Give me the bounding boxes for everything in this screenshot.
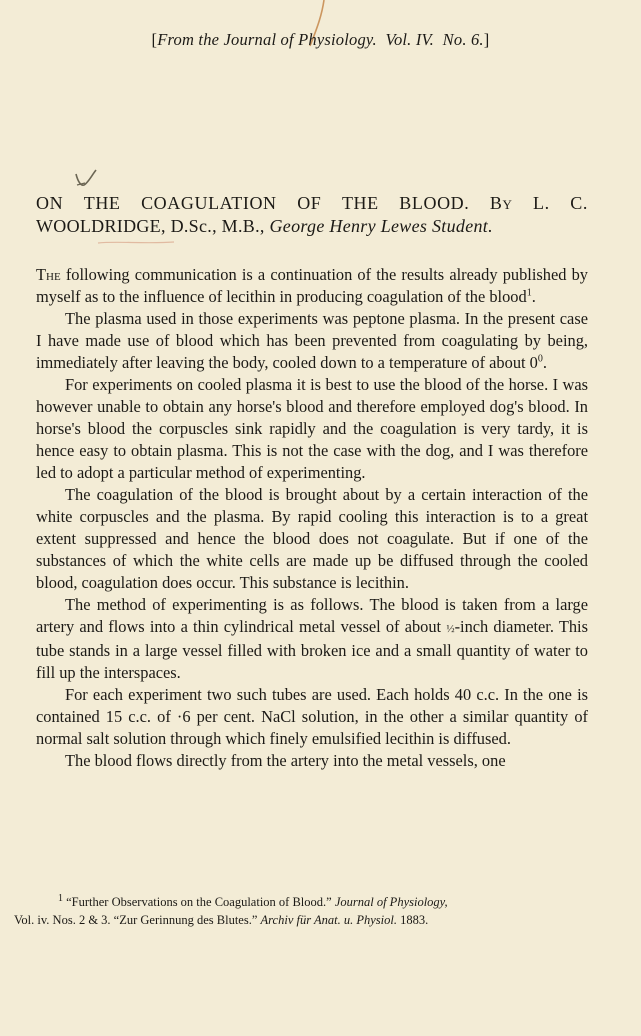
paragraph-3: For experiments on cooled plasma it is best to use the blood of the horse. I was however unable to obtain any horse's blood and therefore employed dog's blood. In horse's blood the corpuscles sink rapidly and the coagulation is very tardy, it is hence easy to obtain plasma. This is not the case with the dog, and I was therefore led to adopt a particular method of experimenting.: [36, 375, 588, 482]
title-word: ON: [36, 193, 64, 213]
title-word: THE: [341, 193, 379, 213]
header-number: No. 6.: [442, 30, 484, 49]
title-word: C.: [570, 193, 588, 213]
title-word: By: [489, 193, 513, 213]
paragraph-2: [36, 308, 588, 374]
footnote-journal-1: Journal of Physiology,: [334, 895, 448, 909]
paragraph-1-end: .: [531, 287, 536, 306]
footnote-text: [14, 892, 588, 929]
footnote: [14, 892, 588, 929]
paragraph-5: [36, 594, 588, 684]
fraction: ½: [446, 623, 455, 635]
footnote-volume: Vol. iv. Nos. 2 & 3.: [14, 913, 111, 927]
footnote-year: 1883.: [400, 913, 429, 927]
header-close-bracket: ]: [483, 30, 490, 49]
journal-header: [0, 30, 641, 50]
title-line-2: [36, 215, 588, 238]
footnote-title-2: “Zur Gerinnung des Blutes.”: [113, 913, 258, 927]
paragraph-1: [36, 264, 588, 308]
author-name: WOOLDRIDGE, D.Sc., M.B.,: [36, 216, 265, 236]
paragraph-2-text: The plasma used in those experiments was peptone plasma. In the present case I have made use of blood which has been prevented from coagulating by being, immediately after leaving the body, cooled down to a temperature of about 0: [36, 309, 588, 372]
pencil-tick-mark: [73, 168, 99, 190]
title-line-1: [36, 192, 588, 215]
footnote-journal-2: Archiv für Anat. u. Physiol.: [260, 913, 397, 927]
red-underline-mark: [96, 238, 176, 246]
header-journal: From the Journal of Physiology.: [157, 30, 377, 49]
paragraph-4: The coagulation of the blood is brought about by a certain interaction of the white corpuscles and the plasma. By rapid cooling this interaction is to a great extent suppressed and hence the blood does not coagulate. But if one of the substances of which the white cells are made up be diffused through the cooled blood, coagulation does occur. This substance is lecithin.: [36, 485, 588, 592]
footnote-marker: 1: [58, 892, 63, 904]
title-word: L.: [533, 193, 550, 213]
paragraph-1-text: following communication is a continuation of the results already published by myself as to the influence of lecithin in producing coagulation of the blood: [36, 265, 588, 306]
title-word: OF: [297, 193, 322, 213]
degree-mark: 0: [537, 353, 543, 365]
title-word: THE: [83, 193, 121, 213]
title-word: BLOOD.: [399, 193, 470, 213]
header-open-bracket: [: [151, 30, 158, 49]
header-volume: Vol. IV.: [385, 30, 435, 49]
footnote-title-1: “Further Observations on the Coagulation of Blood.”: [66, 895, 332, 909]
paragraph-5-text-b: -inch diameter. This tube stands in a large vessel filled with broken ice and a small quantity of water to fill up the interspaces.: [36, 617, 588, 682]
author-affiliation: George Henry Lewes Student.: [269, 216, 493, 236]
paragraph-6: For each experiment two such tubes are used. Each holds 40 c.c. In the one is contained 15 c.c. of ·6 per cent. NaCl solution, in the other a similar quantity of normal salt solution through which finely emulsified lecithin is diffused.: [36, 685, 588, 748]
paragraph-5-text-a: The method of experimenting is as follows. The blood is taken from a large artery and flows into a thin cylindrical metal vessel of about: [36, 595, 588, 636]
footnote-ref: 1: [526, 287, 532, 299]
paragraph-2-end: .: [542, 353, 547, 372]
paragraph-7: The blood flows directly from the artery into the metal vessels, one: [65, 751, 506, 770]
article-body: [36, 264, 588, 772]
article-title: [36, 192, 588, 238]
title-word: COAGULATION: [141, 193, 277, 213]
paragraph-1-lead: The: [36, 265, 61, 284]
